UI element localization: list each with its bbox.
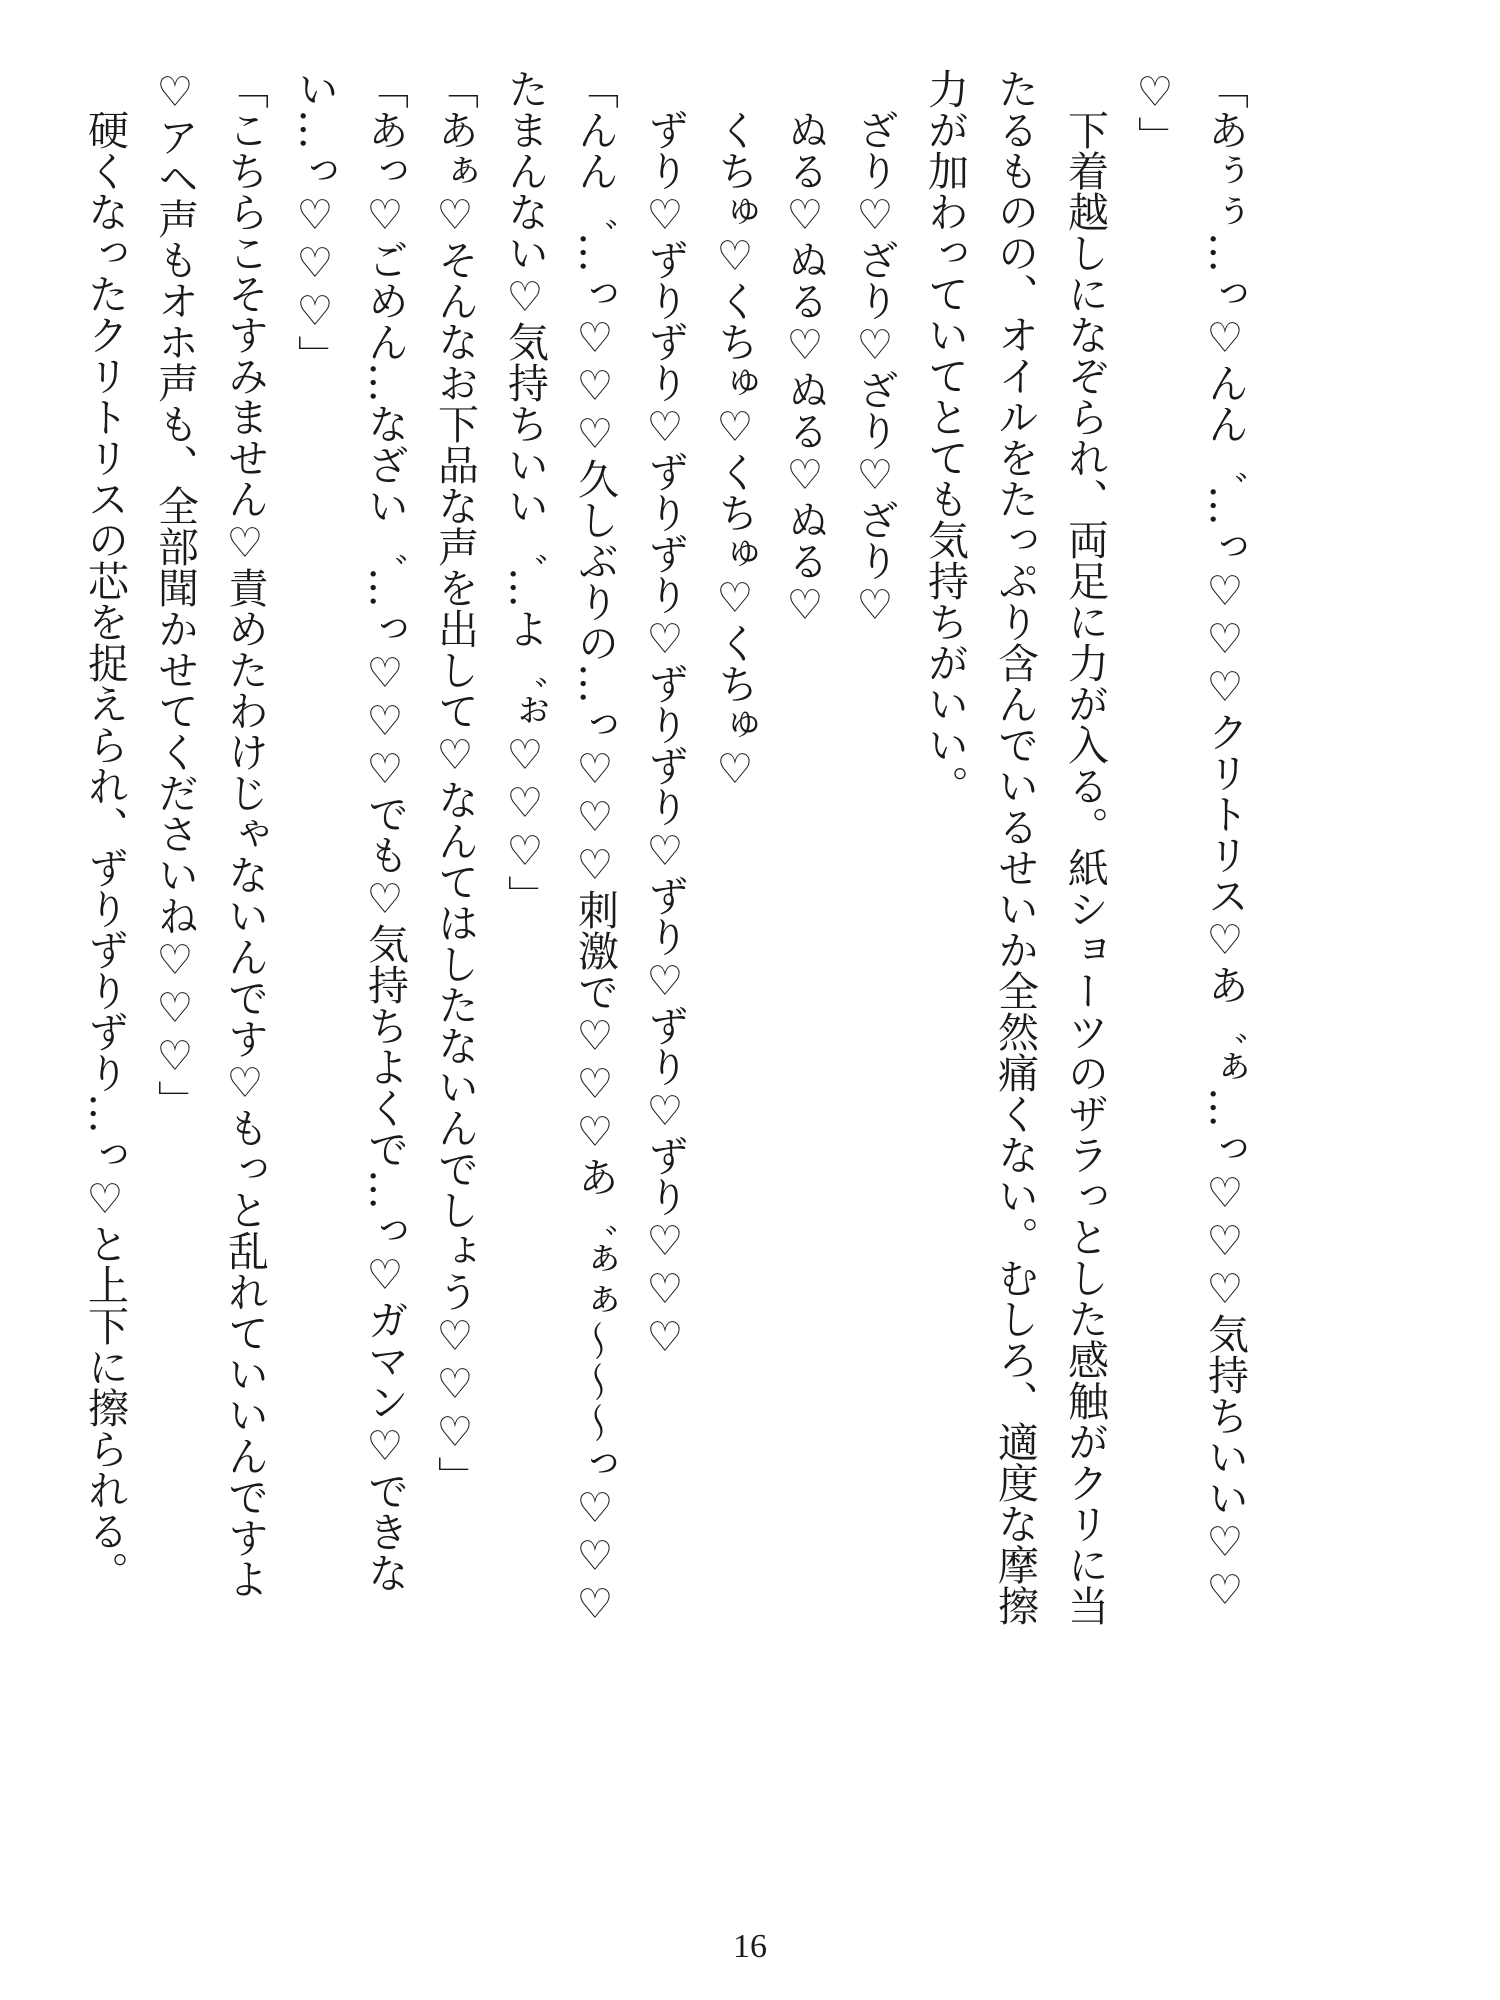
text-line-3: ざり♡ざり♡ざり♡ざり♡ — [851, 68, 899, 629]
text-line-1: 「あぅぅ…っ♡んん゛…っ♡♡♡クリトリス♡あ゛ぁ…っ♡♡♡気持ちいい♡♡♡」 — [1131, 68, 1249, 1614]
text-line-5: くちゅ♡くちゅ♡くちゅ♡くちゅ♡ — [711, 68, 759, 793]
text-line-9: 「あっ♡ごめん…なざい゛…っ♡♡♡でも♡気持ちよくで…っ♡ガマン♡できない…っ♡♡♡」 — [291, 68, 409, 1593]
text-line-10: 「こちらこそすみません♡責めたわけじゃないんです♡もっと乱れていいんですよ♡アヘ声もオホ声も、全部聞かせてくださいね♡♡♡」 — [151, 68, 269, 1599]
text-line-8: 「あぁ♡そんなお下品な声を出して♡なんてはしたないんでしょう♡♡♡」 — [431, 68, 479, 1497]
vertical-text-body — [70, 68, 1260, 1628]
page-number: 16 — [733, 1928, 767, 1965]
text-line-2: 下着越しになぞられ、両足に力が入る。紙ショーツのザラっとした感触がクリに当たるものの、オイルをたっぷり含んでいるせいか全然痛くない。むしろ、適度な摩擦力が加わっていてとても気持ちがいい。 — [921, 68, 1109, 1626]
text-line-11: 硬くなったクリトリスの芯を捉えられ、ずりずりずり…っ♡と上下に擦られる。 — [81, 68, 129, 1592]
text-line-6: ずり♡ずりずり♡ずりずり♡ずりずり♡ずり♡ずり♡ずり♡♡♡ — [641, 68, 689, 1361]
text-line-4: ぬる♡ぬる♡ぬる♡ぬる♡ — [781, 68, 829, 629]
text-line-7: 「んん゛…っ♡♡♡久しぶりの…っ♡♡♡刺激で♡♡♡あ゛ぁぁ〜〜〜っ♡♡♡たまんない♡気持ちいい゛…よ゛ぉ♡♡♡」 — [501, 68, 619, 1628]
